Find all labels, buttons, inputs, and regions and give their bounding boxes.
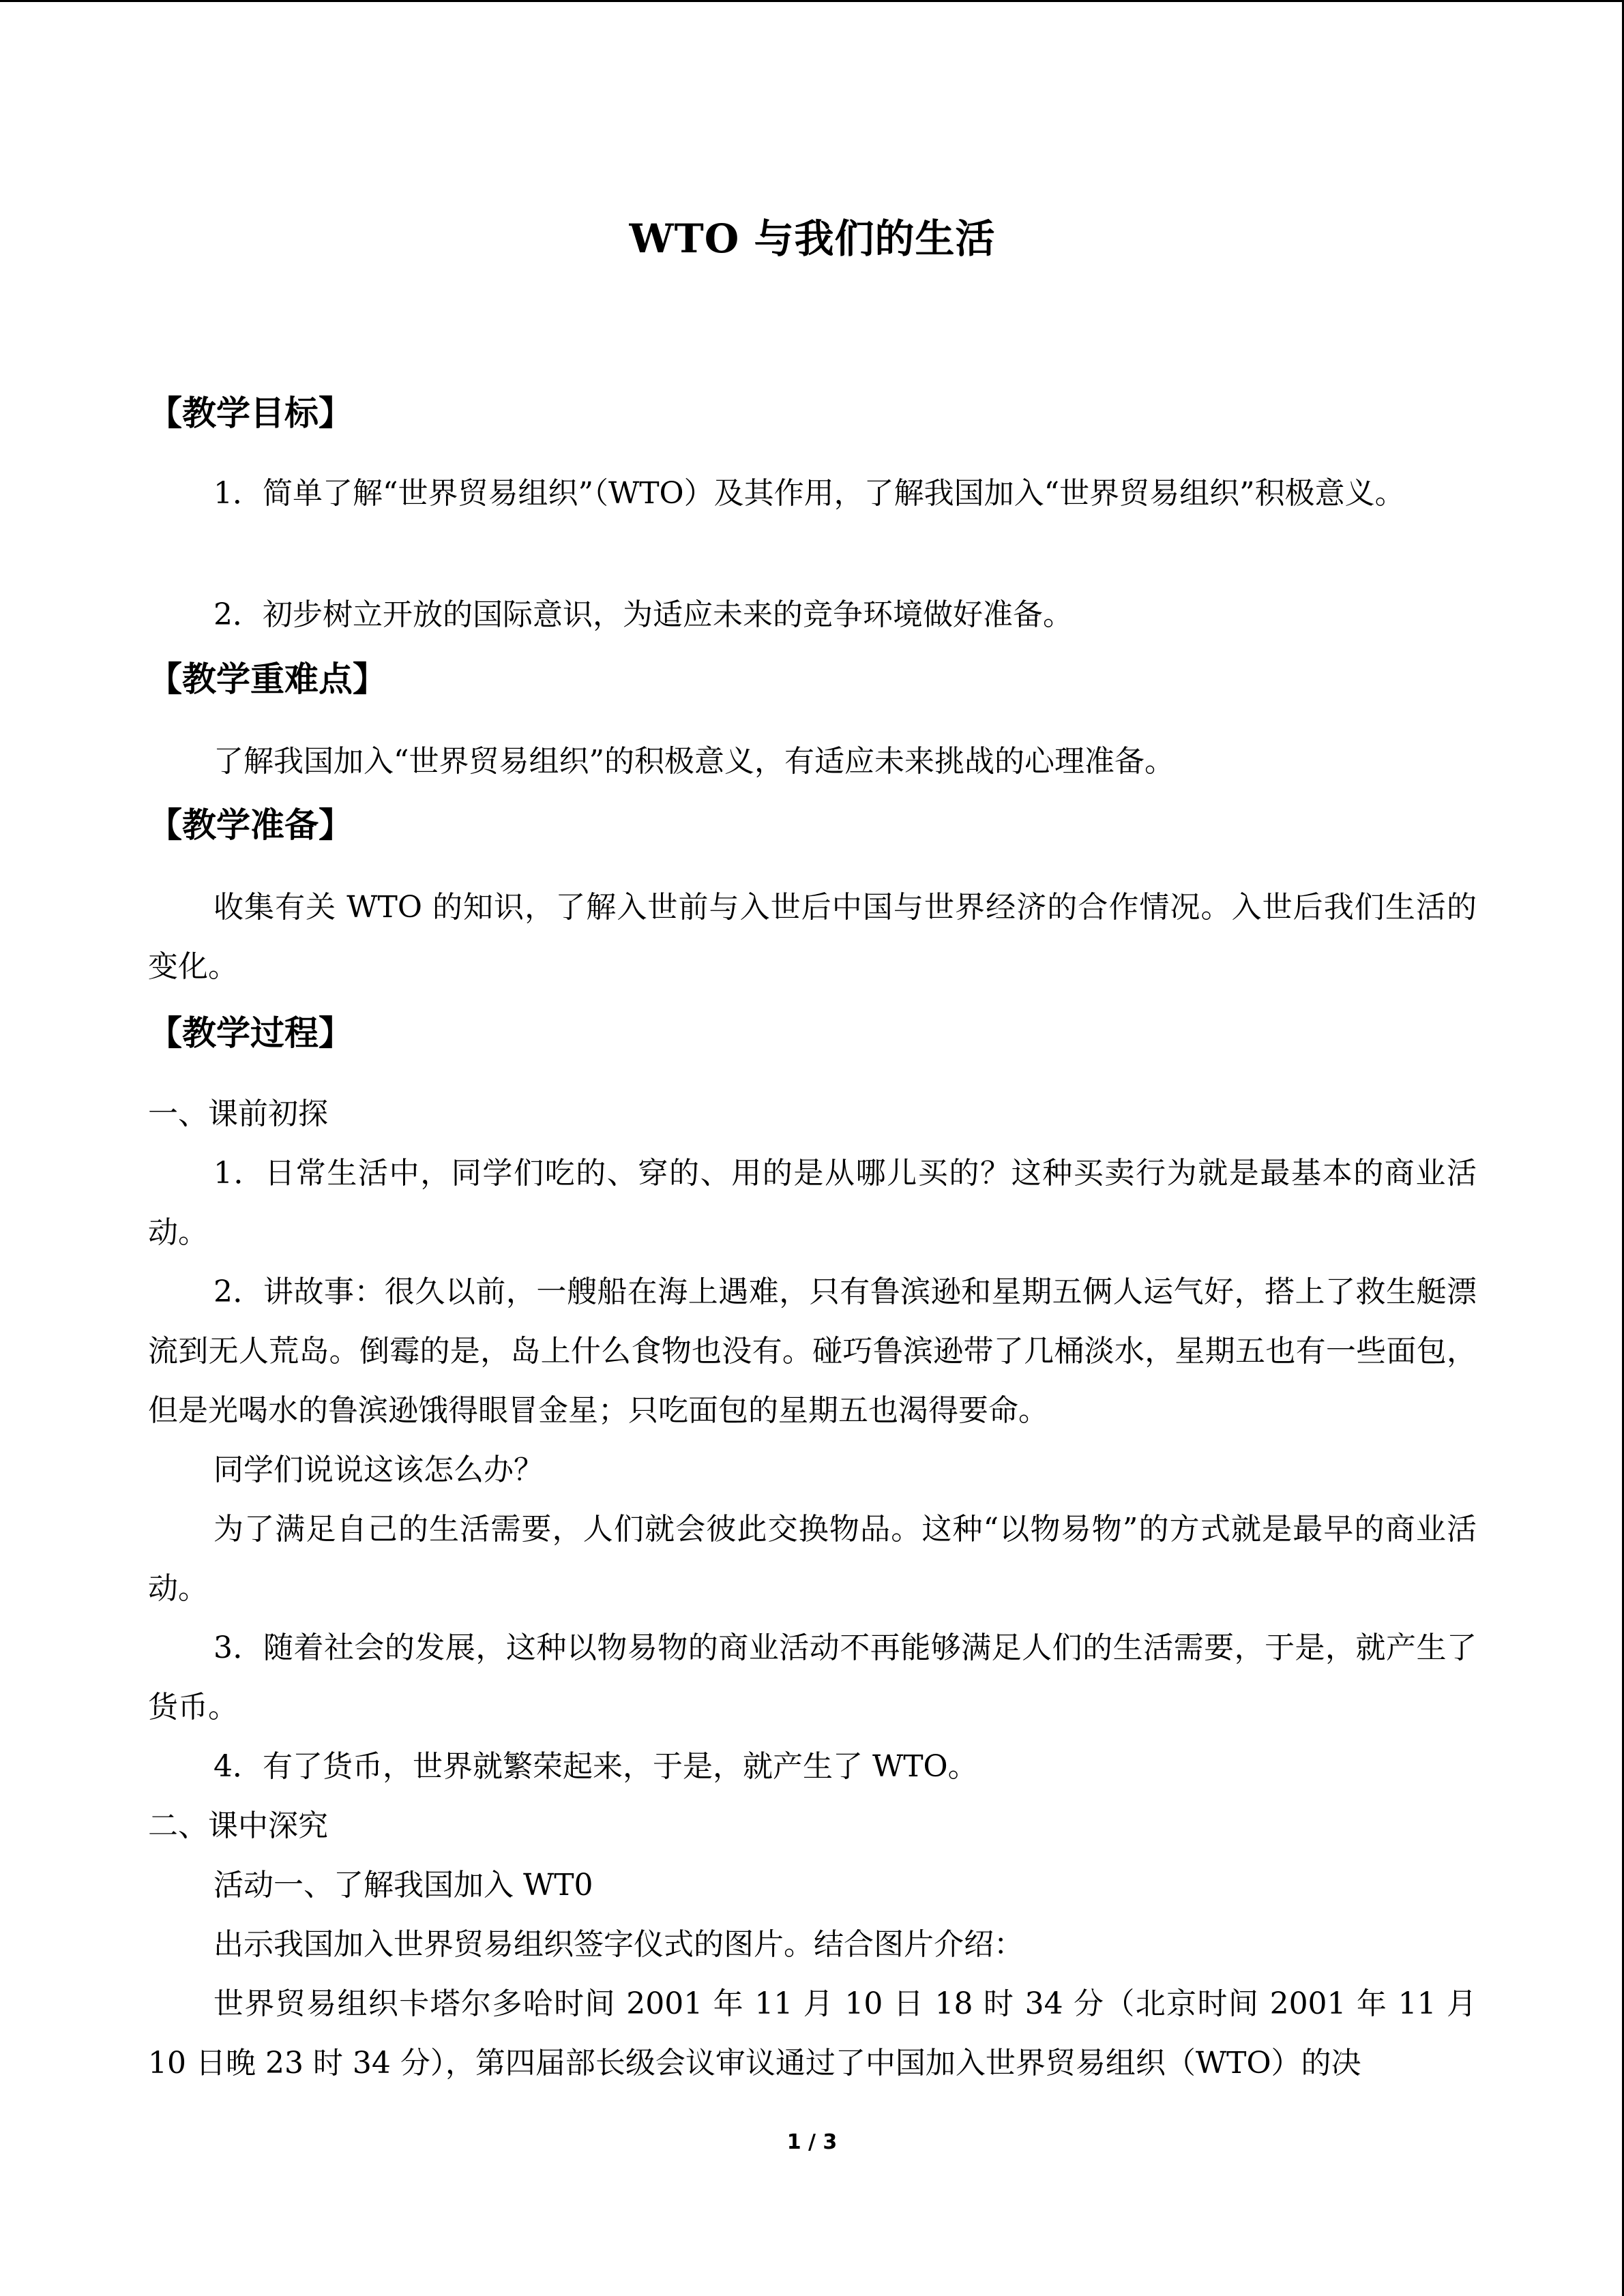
- preparation-text: 收集有关 WTO 的知识，了解入世前与入世后中国与世界经济的合作情况。入世后我们生活的变化。: [148, 890, 1477, 984]
- part-one-heading: 一、课前初探: [148, 1097, 328, 1131]
- part-one-item-4: 4．有了货币，世界就繁荣起来，于是，就产生了 WTO。: [213, 1749, 978, 1784]
- part-one-question: 同学们说说这该怎么办？: [213, 1452, 544, 1487]
- part-one-item-1: 1．日常生活中，同学们吃的、穿的、用的是从哪儿买的？这种买卖行为就是最基本的商业活动。: [148, 1156, 1477, 1250]
- objectives-heading: 【教学目标】: [148, 393, 353, 433]
- document-title: WTO 与我们的生活: [629, 215, 996, 262]
- doha-text: 世界贸易组织卡塔尔多哈时间 2001 年 11 月 10 日 18 时 34 分（北京时间 2001 年 11 月 10 日晚 23 时 34 分），第四届部长级会议审议通过了中国加入世界贸易组织（WTO）的决: [148, 1986, 1477, 2081]
- part-one-item-3: 3．随着社会的发展，这种以物易物的商业活动不再能够满足人们的生活需要，于是，就产生了货币。: [148, 1630, 1477, 1725]
- activity-one: 活动一、了解我国加入 WT0: [213, 1868, 593, 1903]
- objective-1: 1．简单了解“世界贸易组织”（WTO）及其作用，了解我国加入“世界贸易组织”积极意义。: [213, 476, 1405, 511]
- key-points-heading: 【教学重难点】: [148, 659, 387, 699]
- objective-2: 2．初步树立开放的国际意识，为适应未来的竞争环境做好准备。: [213, 597, 1073, 632]
- preparation-heading: 【教学准备】: [148, 805, 353, 845]
- part-two-heading: 二、课中深究: [148, 1808, 328, 1843]
- process-heading: 【教学过程】: [148, 1013, 353, 1053]
- page-number: 1 / 3: [786, 2130, 838, 2154]
- show-picture: 出示我国加入世界贸易组织签字仪式的图片。结合图片介绍：: [213, 1927, 1024, 1962]
- key-points-text: 了解我国加入“世界贸易组织”的积极意义，有适应未来挑战的心理准备。: [213, 744, 1175, 779]
- part-one-barter: 为了满足自己的生活需要，人们就会彼此交换物品。这种“以物易物”的方式就是最早的商业活动。: [148, 1512, 1477, 1606]
- part-one-item-2: 2．讲故事：很久以前，一艘船在海上遇难，只有鲁滨逊和星期五俩人运气好，搭上了救生艇漂流到无人荒岛。倒霉的是，岛上什么食物也没有。碰巧鲁滨逊带了几桶淡水，星期五也有一些面包，但是光喝水的鲁滨逊饿得眼冒金星；只吃面包的星期五也渴得要命。: [148, 1274, 1477, 1428]
